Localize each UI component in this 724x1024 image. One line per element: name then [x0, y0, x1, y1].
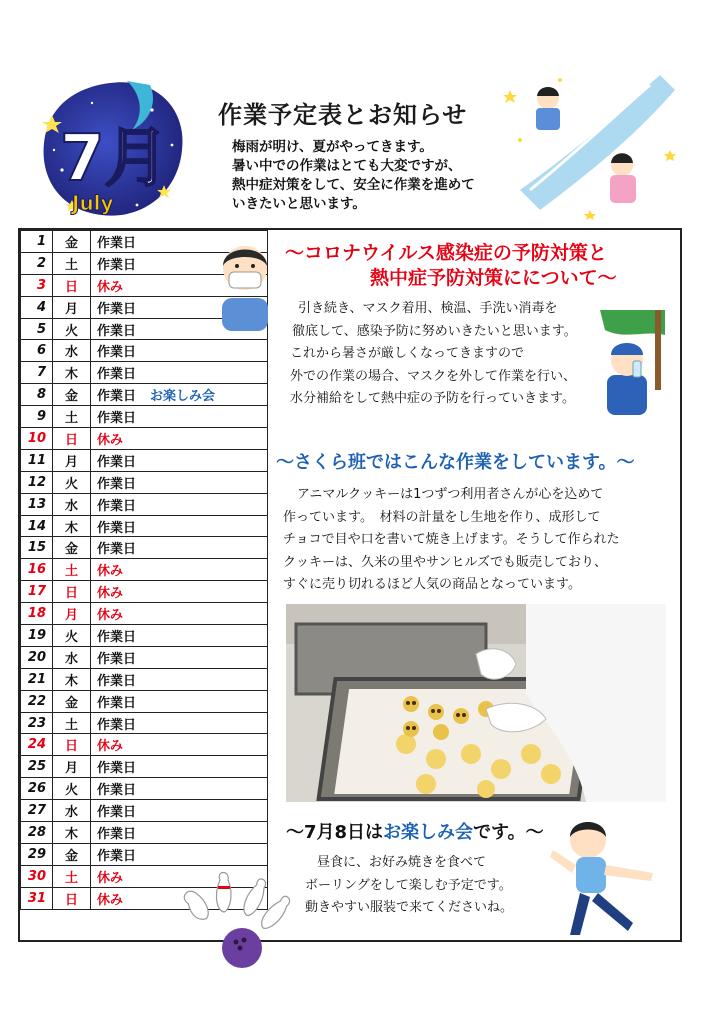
- calendar-day: 30: [21, 865, 53, 887]
- sakura-line: 作っています。 材料の計量をし生地を作り、成形して: [283, 509, 601, 525]
- schedule-calendar: [20, 230, 268, 910]
- corona-line: 引き続き、マスク着用、検温、手洗い消毒を: [298, 301, 558, 316]
- calendar-row: [21, 406, 268, 428]
- calendar-activity-cell: [91, 559, 268, 581]
- calendar-activity-cell: [91, 843, 268, 865]
- intro-line: 熱中症対策をして、安全に作業を進めて: [232, 177, 475, 193]
- calendar-activity: 作業日: [97, 695, 137, 711]
- calendar-day: 3: [21, 274, 53, 296]
- calendar-row: [21, 800, 268, 822]
- intro-line: いきたいと思います。: [232, 196, 366, 212]
- calendar-day: 14: [21, 515, 53, 537]
- calendar-row: [21, 428, 268, 450]
- calendar-activity-cell: [91, 712, 268, 734]
- calendar-weekday: 月: [53, 449, 91, 471]
- calendar-activity-cell: [91, 362, 268, 384]
- calendar-activity-cell: [91, 756, 268, 778]
- calendar-activity: 作業日: [97, 629, 137, 645]
- calendar-day: 21: [21, 668, 53, 690]
- corona-heading-line2: 熱中症予防対策にについて～: [370, 267, 617, 289]
- sakura-line: チョコで目や口を書いて焼き上げます。そうして作られた: [283, 532, 620, 547]
- calendar-day: 1: [21, 231, 53, 253]
- calendar-weekday: 木: [53, 822, 91, 844]
- calendar-row: [21, 581, 268, 603]
- intro-line: 暑い中での作業はとても大変ですが、: [232, 158, 462, 174]
- page-title: 作業予定表とお知らせ: [218, 101, 468, 129]
- calendar-activity: 作業日: [97, 717, 137, 733]
- calendar-weekday: 水: [53, 493, 91, 515]
- event-line: 動きやすい服装で来てくださいね。: [305, 900, 514, 915]
- july-badge-illustration: [32, 75, 192, 225]
- corona-line: 徹底して、感染予防に努めいきたいと思います。: [292, 323, 577, 339]
- calendar-day: 26: [21, 778, 53, 800]
- calendar-weekday: 水: [53, 646, 91, 668]
- calendar-activity: 作業日: [97, 367, 137, 383]
- calendar-activity-cell: [91, 822, 268, 844]
- calendar-activity-cell: [91, 428, 268, 450]
- calendar-day: 16: [21, 559, 53, 581]
- event-heading: [286, 818, 544, 844]
- calendar-weekday: 水: [53, 800, 91, 822]
- calendar-activity-cell: [91, 537, 268, 559]
- calendar-activity: 作業日: [97, 411, 137, 427]
- calendar-day: 23: [21, 712, 53, 734]
- calendar-row: [21, 646, 268, 668]
- calendar-activity: 休み: [97, 739, 124, 755]
- calendar-day: 10: [21, 428, 53, 450]
- sakura-line: アニマルクッキーは1つずつ利用者さんが心を込めて: [297, 487, 604, 502]
- calendar-activity: 作業日: [97, 389, 137, 405]
- calendar-activity: 作業日: [97, 651, 137, 667]
- calendar-event-note: お楽しみ会: [150, 389, 216, 405]
- calendar-activity: 作業日: [97, 257, 137, 273]
- calendar-weekday: 日: [53, 734, 91, 756]
- calendar-activity-cell: [91, 646, 268, 668]
- sakura-line: クッキーは、久米の里やサンヒルズでも販売しており、: [283, 554, 607, 570]
- calendar-weekday: 金: [53, 690, 91, 712]
- calendar-activity-cell: [91, 625, 268, 647]
- calendar-activity-cell: [91, 800, 268, 822]
- calendar-weekday: 金: [53, 537, 91, 559]
- calendar-day: 28: [21, 822, 53, 844]
- calendar-activity: 作業日: [97, 673, 137, 689]
- cookie-making-photo: [286, 604, 666, 802]
- masked-person-illustration: [214, 236, 276, 331]
- calendar-weekday: 日: [53, 581, 91, 603]
- calendar-day: 17: [21, 581, 53, 603]
- calendar-row: [21, 843, 268, 865]
- calendar-activity: 休み: [97, 279, 124, 295]
- calendar-day: 8: [21, 384, 53, 406]
- calendar-row: [21, 449, 268, 471]
- calendar-row: [21, 559, 268, 581]
- calendar-activity: 休み: [97, 564, 124, 580]
- calendar-activity-cell: [91, 471, 268, 493]
- calendar-weekday: 火: [53, 625, 91, 647]
- calendar-row: [21, 603, 268, 625]
- calendar-day: 24: [21, 734, 53, 756]
- corona-heading-line1: ～コロナウイルス感染症の予防対策と: [285, 242, 607, 264]
- calendar-row: [21, 778, 268, 800]
- calendar-day: 31: [21, 887, 53, 909]
- calendar-weekday: 土: [53, 865, 91, 887]
- calendar-activity-cell: [91, 690, 268, 712]
- event-line: ボーリングをして楽しむ予定です。: [305, 877, 512, 893]
- calendar-activity: 作業日: [97, 345, 137, 361]
- event-heading-highlight: お楽しみ会: [383, 822, 474, 843]
- calendar-day: 4: [21, 296, 53, 318]
- calendar-row: [21, 668, 268, 690]
- drinking-worker-illustration: [595, 305, 670, 420]
- calendar-activity: 休み: [97, 608, 124, 624]
- event-line: 昼食に、お好み焼きを食べて: [317, 855, 487, 870]
- intro-text: [232, 138, 475, 214]
- calendar-activity: 作業日: [97, 235, 137, 251]
- calendar-weekday: 金: [53, 231, 91, 253]
- calendar-row: [21, 756, 268, 778]
- calendar-activity: 作業日: [97, 805, 137, 821]
- calendar-activity: 作業日: [97, 454, 137, 470]
- calendar-activity: 休み: [97, 892, 124, 908]
- calendar-row: [21, 493, 268, 515]
- calendar-weekday: 日: [53, 887, 91, 909]
- calendar-row: [21, 537, 268, 559]
- calendar-weekday: 日: [53, 274, 91, 296]
- calendar-weekday: 土: [53, 712, 91, 734]
- calendar-row: [21, 471, 268, 493]
- event-heading-post: です。～: [473, 822, 544, 843]
- calendar-activity: 休み: [97, 586, 124, 602]
- calendar-day: 25: [21, 756, 53, 778]
- calendar-weekday: 月: [53, 603, 91, 625]
- calendar-row: [21, 340, 268, 362]
- calendar-day: 2: [21, 252, 53, 274]
- calendar-activity: 作業日: [97, 520, 137, 536]
- calendar-weekday: 火: [53, 471, 91, 493]
- calendar-weekday: 火: [53, 778, 91, 800]
- calendar-row: [21, 515, 268, 537]
- calendar-activity: 作業日: [97, 323, 137, 339]
- calendar-day: 13: [21, 493, 53, 515]
- sakura-line: すぐに売り切れるほど人気の商品となっています。: [283, 577, 581, 592]
- calendar-day: 7: [21, 362, 53, 384]
- calendar-weekday: 木: [53, 362, 91, 384]
- calendar-activity-cell: [91, 668, 268, 690]
- calendar-weekday: 木: [53, 515, 91, 537]
- corona-paragraph: [290, 298, 577, 411]
- sakura-heading: ～さくら班ではこんな作業をしています。～: [276, 452, 635, 473]
- calendar-weekday: 金: [53, 384, 91, 406]
- calendar-activity-cell: [91, 406, 268, 428]
- calendar-day: 29: [21, 843, 53, 865]
- calendar-activity-cell: [91, 449, 268, 471]
- calendar-activity: 作業日: [97, 848, 137, 864]
- calendar-row: [21, 712, 268, 734]
- calendar-activity: 作業日: [97, 498, 137, 514]
- calendar-activity-cell: [91, 493, 268, 515]
- calendar-day: 12: [21, 471, 53, 493]
- calendar-weekday: 木: [53, 668, 91, 690]
- event-heading-pre: ～7月8日は: [286, 822, 384, 843]
- calendar-row: [21, 625, 268, 647]
- calendar-row: [21, 822, 268, 844]
- calendar-activity-cell: [91, 603, 268, 625]
- tanabata-illustration: [500, 70, 680, 220]
- calendar-day: 18: [21, 603, 53, 625]
- calendar-activity: 作業日: [97, 476, 137, 492]
- intro-line: 梅雨が明け、夏がやってきます。: [232, 139, 433, 155]
- calendar-activity: 作業日: [97, 761, 137, 777]
- calendar-activity: 休み: [97, 870, 124, 886]
- calendar-row: [21, 362, 268, 384]
- calendar-day: 22: [21, 690, 53, 712]
- corona-line: これから暑さが厳しくなってきますので: [290, 346, 525, 361]
- calendar-day: 5: [21, 318, 53, 340]
- calendar-activity-cell: [91, 581, 268, 603]
- event-paragraph: [305, 852, 513, 920]
- calendar-weekday: 月: [53, 296, 91, 318]
- calendar-activity-cell: [91, 340, 268, 362]
- calendar-day: 19: [21, 625, 53, 647]
- calendar-row: [21, 690, 268, 712]
- calendar-day: 20: [21, 646, 53, 668]
- calendar-weekday: 水: [53, 340, 91, 362]
- calendar-weekday: 火: [53, 318, 91, 340]
- calendar-day: 15: [21, 537, 53, 559]
- calendar-activity: 作業日: [97, 301, 137, 317]
- calendar-activity: 作業日: [97, 826, 137, 842]
- sakura-paragraph: [283, 484, 620, 597]
- calendar-activity: 休み: [97, 432, 124, 448]
- calendar-weekday: 日: [53, 428, 91, 450]
- calendar-day: 9: [21, 406, 53, 428]
- calendar-weekday: 月: [53, 756, 91, 778]
- calendar-row: [21, 384, 268, 406]
- corona-line: 水分補給をして熱中症の予防を行っていきます。: [290, 391, 575, 406]
- calendar-activity-cell: [91, 778, 268, 800]
- calendar-day: 27: [21, 800, 53, 822]
- calendar-weekday: 土: [53, 559, 91, 581]
- calendar-weekday: 金: [53, 843, 91, 865]
- calendar-activity: 作業日: [97, 542, 137, 558]
- badge-english: July: [72, 191, 114, 215]
- calendar-activity-cell: [91, 384, 268, 406]
- calendar-activity-cell: [91, 734, 268, 756]
- calendar-day: 11: [21, 449, 53, 471]
- calendar-weekday: 土: [53, 252, 91, 274]
- calendar-activity: 作業日: [97, 783, 137, 799]
- bowling-pins-illustration: [180, 870, 295, 970]
- bowling-boy-illustration: [548, 815, 666, 940]
- calendar-day: 6: [21, 340, 53, 362]
- calendar-weekday: 土: [53, 406, 91, 428]
- calendar-activity-cell: [91, 515, 268, 537]
- badge-month: 7月: [60, 122, 169, 196]
- corona-line: 外での作業の場合、マスクを外して作業を行い、: [290, 368, 577, 384]
- calendar-row: [21, 734, 268, 756]
